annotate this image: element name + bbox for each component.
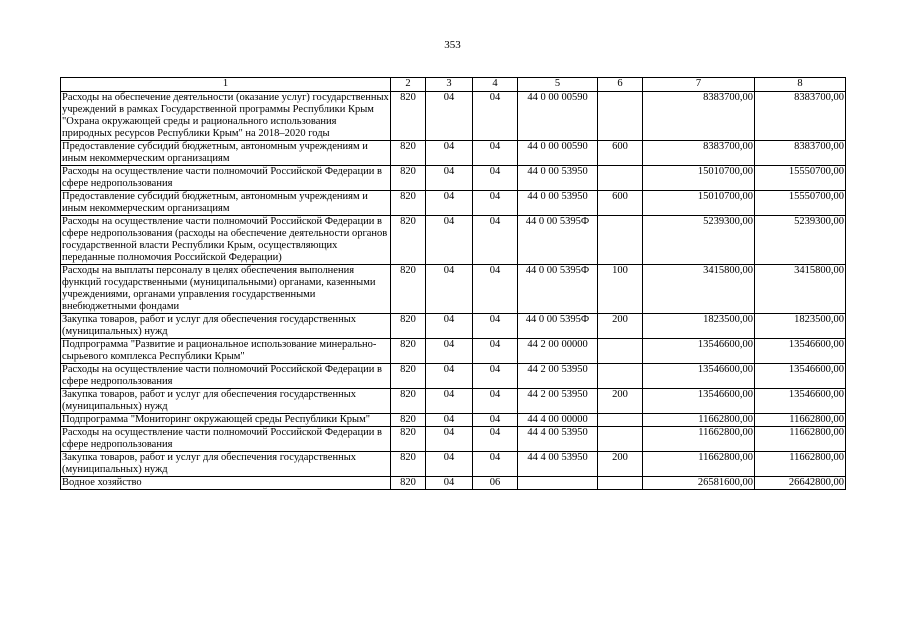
- row-description: Подпрограмма "Развитие и рациональное использование минерально-сырьевого комплекса Республики Крым": [61, 339, 391, 364]
- amount-year-2: 8383700,00: [755, 92, 846, 141]
- target-article-code: 44 0 00 5395Ф: [518, 216, 598, 265]
- table-row: [61, 364, 846, 389]
- ministry-code: 820: [391, 314, 426, 339]
- expense-type-code: 100: [598, 265, 643, 314]
- amount-year-1: 15010700,00: [643, 166, 755, 191]
- section-code: 04: [426, 191, 473, 216]
- section-code: 04: [426, 477, 473, 490]
- amount-year-1: 5239300,00: [643, 216, 755, 265]
- subsection-code: 04: [473, 265, 518, 314]
- amount-year-2: 1823500,00: [755, 314, 846, 339]
- amount-year-2: 5239300,00: [755, 216, 846, 265]
- target-article-code: 44 4 00 53950: [518, 427, 598, 452]
- amount-year-2: 15550700,00: [755, 191, 846, 216]
- section-code: 04: [426, 314, 473, 339]
- expense-type-code: 600: [598, 191, 643, 216]
- expense-type-code: [598, 477, 643, 490]
- section-code: 04: [426, 265, 473, 314]
- subsection-code: 04: [473, 216, 518, 265]
- ministry-code: 820: [391, 166, 426, 191]
- expense-type-code: 200: [598, 452, 643, 477]
- ministry-code: 820: [391, 216, 426, 265]
- expense-type-code: [598, 364, 643, 389]
- table-row: [61, 141, 846, 166]
- table-row: [61, 389, 846, 414]
- section-code: 04: [426, 141, 473, 166]
- ministry-code: 820: [391, 92, 426, 141]
- target-article-code: 44 0 00 5395Ф: [518, 265, 598, 314]
- column-header: 4: [473, 78, 518, 92]
- table-row: [61, 191, 846, 216]
- ministry-code: 820: [391, 191, 426, 216]
- amount-year-1: 15010700,00: [643, 191, 755, 216]
- amount-year-1: 13546600,00: [643, 389, 755, 414]
- subsection-code: 04: [473, 141, 518, 166]
- amount-year-2: 11662800,00: [755, 452, 846, 477]
- table-row: [61, 92, 846, 141]
- table-row: [61, 477, 846, 490]
- amount-year-1: 3415800,00: [643, 265, 755, 314]
- page-number: 353: [444, 39, 461, 51]
- row-description: Предоставление субсидий бюджетным, автономным учреждениям и иным некоммерческим организациям: [61, 141, 391, 166]
- table-row: [61, 314, 846, 339]
- expense-type-code: [598, 92, 643, 141]
- table-row: [61, 166, 846, 191]
- row-description: Закупка товаров, работ и услуг для обеспечения государственных (муниципальных) нужд: [61, 314, 391, 339]
- target-article-code: 44 0 00 53950: [518, 191, 598, 216]
- target-article-code: 44 2 00 00000: [518, 339, 598, 364]
- row-description: Расходы на выплаты персоналу в целях обеспечения выполнения функций государственными (муниципальными) органами, казенными учреждениями, органами управления государственными внебюджетными фондами: [61, 265, 391, 314]
- section-code: 04: [426, 452, 473, 477]
- budget-table: [60, 77, 846, 490]
- subsection-code: 04: [473, 452, 518, 477]
- row-description: Подпрограмма "Мониторинг окружающей среды Республики Крым": [61, 414, 391, 427]
- ministry-code: 820: [391, 452, 426, 477]
- amount-year-2: 3415800,00: [755, 265, 846, 314]
- amount-year-1: 26581600,00: [643, 477, 755, 490]
- row-description: Расходы на осуществление части полномочий Российской Федерации в сфере недропользования (расходы на обеспечение деятельности органов государственной власти Республики Крым, осуществляющих переданные полномочия Российской Федерации): [61, 216, 391, 265]
- ministry-code: 820: [391, 141, 426, 166]
- section-code: 04: [426, 216, 473, 265]
- amount-year-2: 11662800,00: [755, 414, 846, 427]
- table-row: [61, 414, 846, 427]
- subsection-code: 04: [473, 389, 518, 414]
- column-header: 7: [643, 78, 755, 92]
- column-header: 6: [598, 78, 643, 92]
- section-code: 04: [426, 92, 473, 141]
- column-header: 5: [518, 78, 598, 92]
- row-description: Расходы на осуществление части полномочий Российской Федерации в сфере недропользования: [61, 427, 391, 452]
- row-description: Предоставление субсидий бюджетным, автономным учреждениям и иным некоммерческим организациям: [61, 191, 391, 216]
- amount-year-1: 11662800,00: [643, 452, 755, 477]
- expense-type-code: [598, 216, 643, 265]
- ministry-code: 820: [391, 339, 426, 364]
- section-code: 04: [426, 166, 473, 191]
- table-row: [61, 216, 846, 265]
- amount-year-2: 13546600,00: [755, 364, 846, 389]
- expense-type-code: [598, 339, 643, 364]
- column-header: 2: [391, 78, 426, 92]
- section-code: 04: [426, 414, 473, 427]
- subsection-code: 04: [473, 191, 518, 216]
- target-article-code: 44 2 00 53950: [518, 364, 598, 389]
- subsection-code: 04: [473, 427, 518, 452]
- amount-year-1: 8383700,00: [643, 141, 755, 166]
- amount-year-2: 13546600,00: [755, 389, 846, 414]
- column-header: 1: [61, 78, 391, 92]
- expense-type-code: 600: [598, 141, 643, 166]
- target-article-code: 44 0 00 5395Ф: [518, 314, 598, 339]
- ministry-code: 820: [391, 364, 426, 389]
- target-article-code: 44 4 00 53950: [518, 452, 598, 477]
- amount-year-2: 13546600,00: [755, 339, 846, 364]
- amount-year-1: 13546600,00: [643, 364, 755, 389]
- amount-year-1: 11662800,00: [643, 427, 755, 452]
- section-code: 04: [426, 339, 473, 364]
- table-row: [61, 339, 846, 364]
- subsection-code: 06: [473, 477, 518, 490]
- amount-year-2: 11662800,00: [755, 427, 846, 452]
- amount-year-1: 13546600,00: [643, 339, 755, 364]
- target-article-code: 44 0 00 00590: [518, 141, 598, 166]
- column-header: 8: [755, 78, 846, 92]
- amount-year-2: 8383700,00: [755, 141, 846, 166]
- expense-type-code: [598, 166, 643, 191]
- subsection-code: 04: [473, 414, 518, 427]
- section-code: 04: [426, 389, 473, 414]
- table-row: [61, 452, 846, 477]
- target-article-code: 44 2 00 53950: [518, 389, 598, 414]
- table-row: [61, 427, 846, 452]
- row-description: Водное хозяйство: [61, 477, 391, 490]
- subsection-code: 04: [473, 339, 518, 364]
- row-description: Расходы на обеспечение деятельности (оказание услуг) государственных учреждений в рамках Государственной программы Республики Крым "Охрана окружающей среды и рационального использования природных ресурсов Республики Крым" на 2018–2020 годы: [62, 92, 389, 139]
- section-code: 04: [426, 427, 473, 452]
- subsection-code: 04: [473, 92, 518, 141]
- ministry-code: 820: [391, 389, 426, 414]
- subsection-code: 04: [473, 314, 518, 339]
- expense-type-code: 200: [598, 314, 643, 339]
- amount-year-2: 26642800,00: [755, 477, 846, 490]
- row-description: Расходы на осуществление части полномочий Российской Федерации в сфере недропользования: [61, 364, 391, 389]
- amount-year-1: 1823500,00: [643, 314, 755, 339]
- ministry-code: 820: [391, 265, 426, 314]
- header-row: [61, 78, 846, 92]
- target-article-code: 44 0 00 00590: [518, 92, 598, 141]
- row-description: Закупка товаров, работ и услуг для обеспечения государственных (муниципальных) нужд: [61, 389, 391, 414]
- ministry-code: 820: [391, 414, 426, 427]
- expense-type-code: 200: [598, 389, 643, 414]
- target-article-code: [518, 477, 598, 490]
- expense-type-code: [598, 414, 643, 427]
- row-description: Закупка товаров, работ и услуг для обеспечения государственных (муниципальных) нужд: [61, 452, 391, 477]
- expense-type-code: [598, 427, 643, 452]
- row-description: Расходы на осуществление части полномочий Российской Федерации в сфере недропользования: [61, 166, 391, 191]
- subsection-code: 04: [473, 364, 518, 389]
- target-article-code: 44 4 00 00000: [518, 414, 598, 427]
- amount-year-2: 15550700,00: [755, 166, 846, 191]
- ministry-code: 820: [391, 427, 426, 452]
- section-code: 04: [426, 364, 473, 389]
- amount-year-1: 8383700,00: [643, 92, 755, 141]
- column-header: 3: [426, 78, 473, 92]
- subsection-code: 04: [473, 166, 518, 191]
- amount-year-1: 11662800,00: [643, 414, 755, 427]
- ministry-code: 820: [391, 477, 426, 490]
- target-article-code: 44 0 00 53950: [518, 166, 598, 191]
- table-row: [61, 265, 846, 314]
